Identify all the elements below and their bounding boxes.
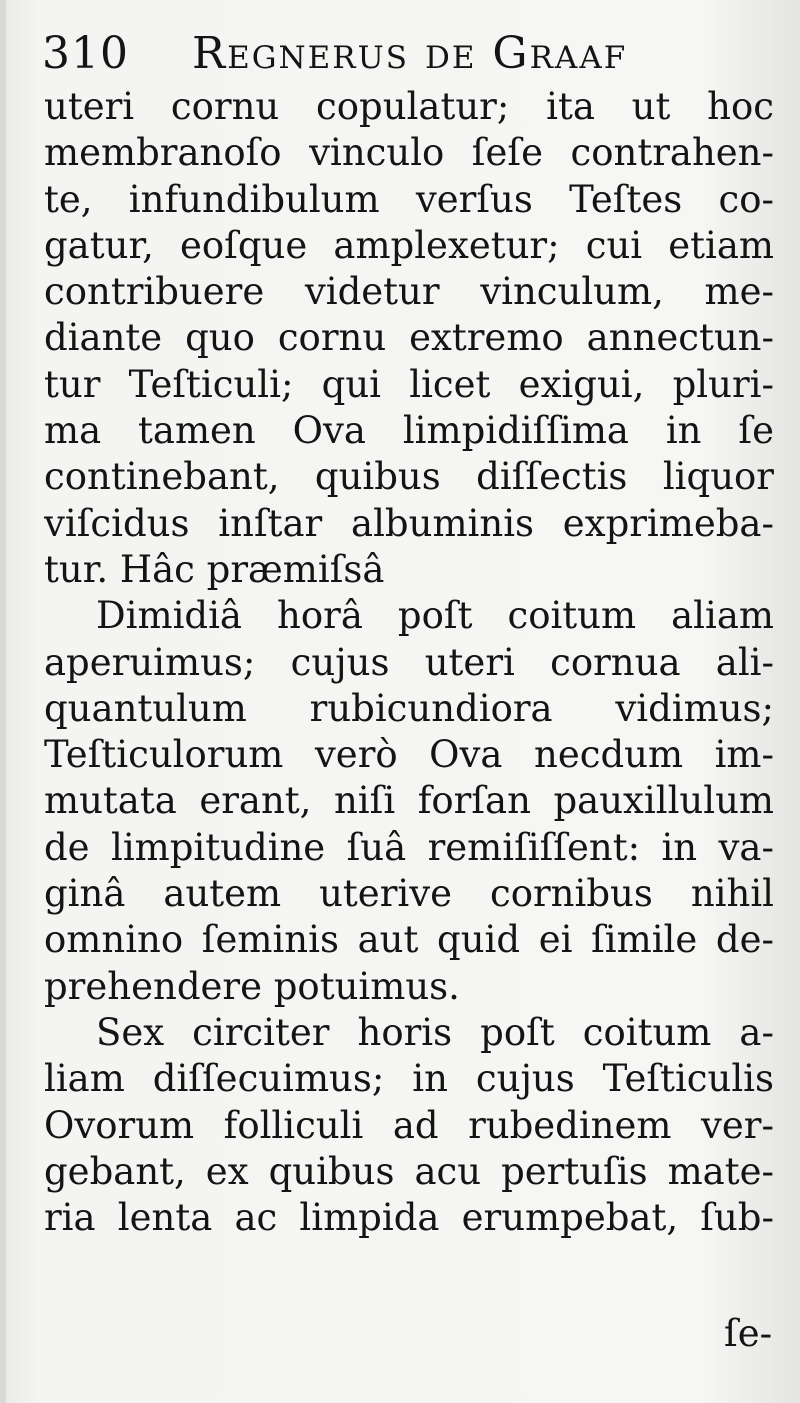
text-line: membranoſo vinculo ſeſe contrahen- (44, 131, 774, 175)
text-line: contribuere videtur vinculum, me- (44, 270, 774, 314)
text-line: prehendere potuimus. (44, 964, 460, 1008)
text-line: gatur, eoſque amplexetur; cui etiam (44, 223, 774, 267)
text-line: ginâ autem uterive cornibus nihil (44, 872, 774, 916)
running-title: Regnerus de Graaf (192, 28, 628, 79)
text-line: gebant, ex quibus acu pertuſis mate- (44, 1149, 774, 1193)
text-line: Dimidiâ horâ poſt coitum aliam (96, 594, 774, 638)
text-line: Teſticulorum verò Ova necdum im- (44, 733, 774, 777)
text-line: viſcidus inſtar albuminis exprimeba- (44, 501, 774, 545)
text-line: de limpitudine ſuâ remiſiſſent: in va- (44, 825, 774, 869)
text-line: Sex circiter horis poſt coitum a- (96, 1010, 774, 1054)
page-number: 310 (42, 28, 129, 79)
text-line: mutata erant, niſi forſan pauxillulum (44, 779, 774, 823)
text-line: diante quo cornu extremo annectun- (44, 316, 774, 360)
text-line: continebant, quibus diſſectis liquor (44, 455, 774, 499)
text-line: uteri cornu copulatur; ita ut hoc (44, 85, 774, 128)
catchword: ſe- (724, 1312, 773, 1355)
text-line: te, infundibulum verſus Teſtes co- (44, 177, 774, 221)
text-line: aperuimus; cujus uteri cornua ali- (44, 640, 774, 684)
text-line: tur. Hâc præmiſsâ (44, 547, 385, 591)
text-line: tur Teſticuli; qui licet exigui, pluri- (44, 362, 774, 406)
page-edge-shadow (0, 0, 6, 1403)
text-line: omnino ſeminis aut quid ei ſimile de- (44, 918, 774, 962)
text-line: quantulum rubicundiora vidimus; (44, 686, 774, 730)
body-text (44, 84, 774, 1241)
text-line: liam diſſecuimus; in cujus Teſticulis (44, 1057, 774, 1101)
text-line: ria lenta ac limpida erumpebat, ſub- (44, 1196, 774, 1240)
running-head (42, 22, 762, 82)
text-line: ma tamen Ova limpidiſſima in ſe (44, 409, 774, 453)
text-line: Ovorum folliculi ad rubedinem ver- (44, 1103, 774, 1147)
